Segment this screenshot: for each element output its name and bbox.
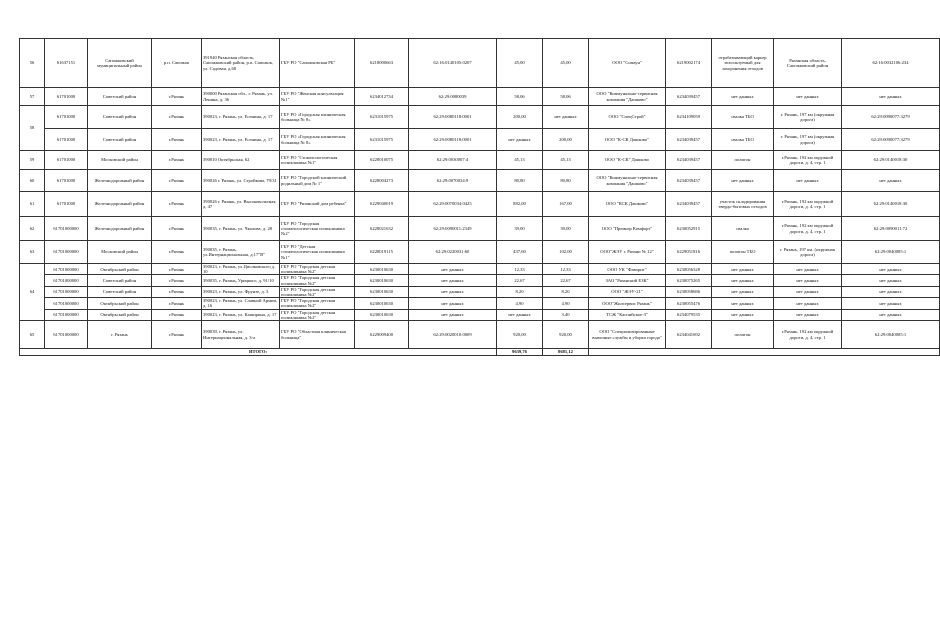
organization: ГБУ РО "Городская детская поликлиника №2" (280, 286, 355, 297)
inn: 6229040019 (355, 192, 409, 217)
amount-1: 8,20 (497, 286, 543, 297)
table-row (20, 151, 940, 170)
contractor: ООО "Коммунально-сервисная компания "Дашково" (589, 88, 666, 106)
oktmo-code: 61701000 (45, 88, 88, 106)
row-number: 60 (20, 170, 45, 192)
inn: 6228004273 (355, 170, 409, 192)
cadastral-number: 62:29:0220031:60 (409, 241, 497, 264)
table-row (20, 217, 940, 241)
disposal-type: нет данных (712, 286, 774, 297)
locality: г.Рязань (152, 321, 202, 349)
oktmo-code: 61701000000 (45, 298, 88, 309)
disposal-location: г.Рязань, 192 км окружной дороги, д. 4, стр. 1 (774, 217, 842, 241)
disposal-cadastral: нет данных (842, 264, 940, 275)
disposal-location: нет данных (774, 264, 842, 275)
total-amount-1: 9639,76 (497, 349, 543, 356)
oktmo-code: 61637151 (45, 39, 88, 88)
amount-1: 437,60 (497, 241, 543, 264)
cadastral-number: нет данных (409, 309, 497, 320)
disposal-type: свалка ТБО (712, 106, 774, 129)
oktmo-code: 61701000000 (45, 309, 88, 320)
inn: 6218000663 (355, 39, 409, 88)
address: 390010 Октябрьская, 62 (202, 151, 280, 170)
locality: г.Рязань (152, 217, 202, 241)
amount-1: 882,00 (497, 192, 543, 217)
address: 390023, г. Рязань, ул. Славной Армии, д. 16 (202, 298, 280, 309)
amount-1: нет данных (497, 309, 543, 320)
oktmo-code: 61701000000 (45, 241, 88, 264)
amount-1: 12,33 (497, 264, 543, 275)
address: 390026 г. Рязань, ул. Стройкова, 79/31 (202, 170, 280, 192)
contractor: ООО "К-СК Дашково" (589, 129, 666, 151)
amount-1: 45,13 (497, 151, 543, 170)
disposal-cadastral: нет данных (842, 170, 940, 192)
inn: 6230010630 (355, 298, 409, 309)
cadastral-number: 62:29:0080118:0001 (409, 129, 497, 151)
organization: ГБУ РО «Городская клиническая больница № 8» (280, 129, 355, 151)
address: 390023, г. Рязань, ул. Каширина, д. 17 (202, 309, 280, 320)
amount-1: 58,06 (497, 88, 543, 106)
amount-1: 80,80 (497, 170, 543, 192)
district: Советский район (88, 106, 152, 129)
district: Октябрьский район (88, 298, 152, 309)
disposal-location: г. Рязань, 197 км. (окружная дорога) (774, 241, 842, 264)
oktmo-code: 61701000000 (45, 321, 88, 349)
amount-2: 80,80 (543, 170, 589, 192)
amount-1: 200,00 (497, 106, 543, 129)
disposal-type: нет данных (712, 298, 774, 309)
oktmo-code: 61701000 (45, 129, 88, 151)
inn: 6234012734 (355, 88, 409, 106)
disposal-type: нет данных (712, 264, 774, 275)
amount-1: 4,90 (497, 298, 543, 309)
table-row (20, 106, 940, 129)
organization: ГБУ РО "Детская стоматологическая поликлиника №1" (280, 241, 355, 264)
disposal-location: г.Рязань, 192 км окружной дороги, д. 4, стр. 1 (774, 321, 842, 349)
inn: 6228010075 (355, 151, 409, 170)
amount-1: 920,00 (497, 321, 543, 349)
disposal-cadastral: 62:29:0090011:72 (842, 217, 940, 241)
address: 390039, г. Рязань, ул. Интернациональная, д. 3-а (202, 321, 280, 349)
contractor-inn: 6234109059 (666, 106, 712, 129)
disposal-cadastral: нет данных (842, 275, 940, 286)
contractor-inn: 6230052915 (666, 217, 712, 241)
organization: ГБУ РО "Стоматологическая поликлиника №1" (280, 151, 355, 170)
organization: ГБУ РО "Городская стоматологическая поликлиника №2" (280, 217, 355, 241)
cadastral-number: нет данных (409, 264, 497, 275)
disposal-type: свалка ТБО (712, 129, 774, 151)
cadastral-number: 62:29:0080118:0001 (409, 106, 497, 129)
disposal-location: г. Рязань, 197 км (окружная дорога) (774, 129, 842, 151)
address: 390035, г. Рязань, ул.Интернациональная, д.17"В" (202, 241, 280, 264)
district: Советский район (88, 88, 152, 106)
disposal-type: нет данных (712, 275, 774, 286)
district: Советский район (88, 275, 152, 286)
total-row (20, 349, 940, 356)
disposal-cadastral: 62:29:0140018:30 (842, 192, 940, 217)
contractor: ООО"Жилсервис Рязань" (589, 298, 666, 309)
contractor-inn: 6234039457 (666, 88, 712, 106)
locality: г.Рязань (152, 309, 202, 320)
total-empty (589, 349, 940, 356)
total-amount-2: 8681,12 (543, 349, 589, 356)
disposal-location: г.Рязань, 192 км окружной дороги, д. 4, стр. 1 (774, 151, 842, 170)
disposal-type: полигон ТБО (712, 241, 774, 264)
disposal-cadastral: нет данных (842, 309, 940, 320)
amount-1: 39,00 (497, 217, 543, 241)
locality: р.п. Сапожок (152, 39, 202, 88)
oktmo-code: 61701000 (45, 192, 88, 217)
inn: 6228019115 (355, 241, 409, 264)
district: г. Рязань (88, 321, 152, 349)
contractor: ООО "КСК Дашково" (589, 192, 666, 217)
contractor-inn: 6234039457 (666, 129, 712, 151)
oktmo-code: 61701000 (45, 151, 88, 170)
contractor-inn: 6234039457 (666, 192, 712, 217)
table-row (20, 275, 940, 286)
cadastral-number: 62:16:0140105:0207 (409, 39, 497, 88)
organization: ГБУ РО "Городской клинический родильный дом № 1" (280, 170, 355, 192)
contractor: ЗАО "Рязанский ЕЗК" (589, 275, 666, 286)
amount-1: нет данных (497, 129, 543, 151)
contractor: ООО "К-СК" Дашково (589, 151, 666, 170)
organization: ГБУ РО "Рязанский дом ребенка" (280, 192, 355, 217)
row-number: 59 (20, 151, 45, 170)
organization: ГБУ РО "Сапожковская РБ" (280, 39, 355, 88)
contractor-inn: 6234041692 (666, 321, 712, 349)
cadastral-number: нет данных (409, 275, 497, 286)
amount-2: 58,06 (543, 88, 589, 106)
inn: 6230010630 (355, 275, 409, 286)
disposal-type: участок складирования твердо-бытовых отходов (712, 192, 774, 217)
disposal-location: нет данных (774, 170, 842, 192)
organization: ГБУ РО «Городская клиническая больница № 8» (280, 106, 355, 129)
row-number: 57 (20, 88, 45, 106)
oktmo-code: 61701000 (45, 106, 88, 129)
district: Железнодорожный район (88, 170, 152, 192)
contractor: ООО "СпецСтрой" (589, 106, 666, 129)
district: Советский район (88, 286, 152, 297)
amount-1: 45,00 (497, 39, 543, 88)
disposal-type: полигон (712, 321, 774, 349)
address: 390023, г. Рязань, ул. Есенина, д. 17 (202, 106, 280, 129)
waste-sites-table (19, 38, 940, 356)
inn: 6230010630 (355, 264, 409, 275)
organization: ГБУ РО "Городская детская поликлиника №2" (280, 298, 355, 309)
disposal-type: нет данных (712, 88, 774, 106)
disposal-location: нет данных (774, 309, 842, 320)
cadastral-number: нет данных (409, 286, 497, 297)
contractor-inn: 6230075265 (666, 275, 712, 286)
contractor-inn: 6230058686 (666, 286, 712, 297)
amount-2: 167,00 (543, 192, 589, 217)
organization: ГБУ РО "Областная клиническая больница" (280, 321, 355, 349)
oktmo-code: 61701000000 (45, 286, 88, 297)
locality: г.Рязань (152, 241, 202, 264)
cadastral-number: 62:29:0090011:2349 (409, 217, 497, 241)
disposal-type: отрабатывающий карьер используемый для захоронения отходов (712, 39, 774, 88)
district: Октябрьский район (88, 309, 152, 320)
locality: г.Рязань (152, 275, 202, 286)
disposal-location: г.Рязань, 192 км окружной дороги, д. 4, стр. 1 (774, 192, 842, 217)
amount-2: 12,33 (543, 264, 589, 275)
report-sheet (19, 38, 910, 356)
organization: ГБУ РО "Городская детская поликлиника №2" (280, 275, 355, 286)
oktmo-code: 61701000 (45, 170, 88, 192)
table-row (20, 192, 940, 217)
table-row (20, 88, 940, 106)
inn: 6228021632 (355, 217, 409, 241)
locality: г.Рязань (152, 88, 202, 106)
inn: 6231015975 (355, 129, 409, 151)
amount-2: 3,40 (543, 309, 589, 320)
amount-2: 39,00 (543, 217, 589, 241)
address: 390026 г. Рязань, ул. Высоковольтная д. 47 (202, 192, 280, 217)
disposal-location: г. Рязань, 197 км (окружная дорога) (774, 106, 842, 129)
address: 391940 Рязанская область, Сапожковский район, р.п. Сапожок, ул. Садовая, д.68 (202, 39, 280, 88)
district: Железнодорожный район (88, 217, 152, 241)
table-row (20, 298, 940, 309)
row-number: 63 (20, 241, 45, 264)
contractor-inn: 6234039457 (666, 151, 712, 170)
disposal-type: полигон (712, 151, 774, 170)
inn: 6231015975 (355, 106, 409, 129)
amount-2: 45,13 (543, 151, 589, 170)
disposal-location: Рязанская область, Сапожковский район (774, 39, 842, 88)
amount-2: 45,00 (543, 39, 589, 88)
contractor-inn: 6234039457 (666, 170, 712, 192)
amount-2: нет данных (543, 106, 589, 129)
contractor-inn: 6234079535 (666, 309, 712, 320)
contractor: ООО УК "Фаворит" (589, 264, 666, 275)
table-row (20, 129, 940, 151)
district: Московский район (88, 241, 152, 264)
locality: г.Рязань (152, 298, 202, 309)
contractor-inn: 6230055476 (666, 298, 712, 309)
disposal-type: свалка (712, 217, 774, 241)
locality: г.Рязань (152, 151, 202, 170)
disposal-cadastral: 62:29:0140018:30 (842, 151, 940, 170)
locality: г.Рязань (152, 129, 202, 151)
disposal-cadastral: нет данных (842, 88, 940, 106)
locality: г.Рязань (152, 170, 202, 192)
amount-2: 22,67 (543, 275, 589, 286)
disposal-cadastral: нет данных (842, 298, 940, 309)
disposal-cadastral: 62:16:0032106:234 (842, 39, 940, 88)
cadastral-number: 62:29:0070034:0425 (409, 192, 497, 217)
oktmo-code: 61701000000 (45, 217, 88, 241)
disposal-type: нет данных (712, 309, 774, 320)
contractor: ТСЖ "Каспийское-3" (589, 309, 666, 320)
locality: г.Рязань (152, 264, 202, 275)
contractor: ООО"ЖЭУ г. Рязани № 12" (589, 241, 666, 264)
inn: 6230010630 (355, 286, 409, 297)
organization: ГБУ РО "Городская детская поликлиника №2" (280, 309, 355, 320)
cadastral-number: 62:29:0020010:0009 (409, 321, 497, 349)
amount-2: 920,00 (543, 321, 589, 349)
row-number: 65 (20, 321, 45, 349)
disposal-cadastral: 62:29:0040085:1 (842, 241, 940, 264)
address: 390023, г. Рязань, ул. Есенина, д. 17 (202, 129, 280, 151)
row-number: 61 (20, 192, 45, 217)
organization: ГБУ РО "Городская детская поликлиника №2" (280, 264, 355, 275)
disposal-location: нет данных (774, 88, 842, 106)
locality: г.Рязань (152, 192, 202, 217)
contractor: ООО "ЖЭУ-21" (589, 286, 666, 297)
address: 390023, г. Рязань, ул.Циолковского д. 10 (202, 264, 280, 275)
district: Октябрьский район (88, 264, 152, 275)
inn: 6229009400 (355, 321, 409, 349)
disposal-cadastral: 62:29:0040085:1 (842, 321, 940, 349)
address: 390035, г. Рязань, Урицкого, д. 91/10 (202, 275, 280, 286)
contractor: ООО "Специализированные вывозные службы и уборка города" (589, 321, 666, 349)
row-number: 56 (20, 39, 45, 88)
disposal-cadastral: нет данных (842, 286, 940, 297)
disposal-location: нет данных (774, 275, 842, 286)
locality: г.Рязань (152, 286, 202, 297)
row-number: 58 (20, 106, 45, 151)
table-row (20, 39, 940, 88)
organization: ГБУ РО "Женская консультация №1" (280, 88, 355, 106)
table-row (20, 264, 940, 275)
contractor-inn: 6229051816 (666, 241, 712, 264)
cadastral-number: 62:29:0080039 (409, 88, 497, 106)
cadastral-number: 62:29:0030007:4 (409, 151, 497, 170)
amount-2: 4,90 (543, 298, 589, 309)
table-row (20, 170, 940, 192)
amount-2: 102,00 (543, 241, 589, 264)
table-row (20, 286, 940, 297)
oktmo-code: 61701000000 (45, 264, 88, 275)
district: Советский район (88, 129, 152, 151)
disposal-cadastral: 62:29:0090077:3279 (842, 106, 940, 129)
contractor-inn: 6230056328 (666, 264, 712, 275)
amount-2: 200,00 (543, 129, 589, 151)
row-number: 64 (20, 264, 45, 321)
disposal-location: нет данных (774, 286, 842, 297)
address: 390000 Рязанская обл., г. Рязань, ул. Ленина, д. 36 (202, 88, 280, 106)
amount-2: 8,20 (543, 286, 589, 297)
disposal-type: нет данных (712, 170, 774, 192)
contractor: ООО "Сомаун" (589, 39, 666, 88)
contractor-inn: 6219002174 (666, 39, 712, 88)
row-number: 62 (20, 217, 45, 241)
inn: 6230010630 (355, 309, 409, 320)
locality: г.Рязань (152, 106, 202, 129)
disposal-location: нет данных (774, 298, 842, 309)
table-row (20, 321, 940, 349)
total-label: ИТОГО: (20, 349, 497, 356)
cadastral-number: 62:29:0070034:9 (409, 170, 497, 192)
oktmo-code: 61701000000 (45, 275, 88, 286)
district: Железнодорожный район (88, 192, 152, 217)
amount-1: 22,67 (497, 275, 543, 286)
table-row (20, 241, 940, 264)
address: 390035, г. Рязань, ул. Чкалова, д. 28 (202, 217, 280, 241)
cadastral-number: нет данных (409, 298, 497, 309)
district: Московский район (88, 151, 152, 170)
table-row (20, 309, 940, 320)
address: 390023, г. Рязань, ул. Фрунзе, д. 3 (202, 286, 280, 297)
contractor: ООО "Премьер Комфорт" (589, 217, 666, 241)
contractor: ООО "Коммунально-сервисная компания "Дашково" (589, 170, 666, 192)
district: Сапожковский муниципальный район (88, 39, 152, 88)
disposal-cadastral: 62:29:0090077:3279 (842, 129, 940, 151)
